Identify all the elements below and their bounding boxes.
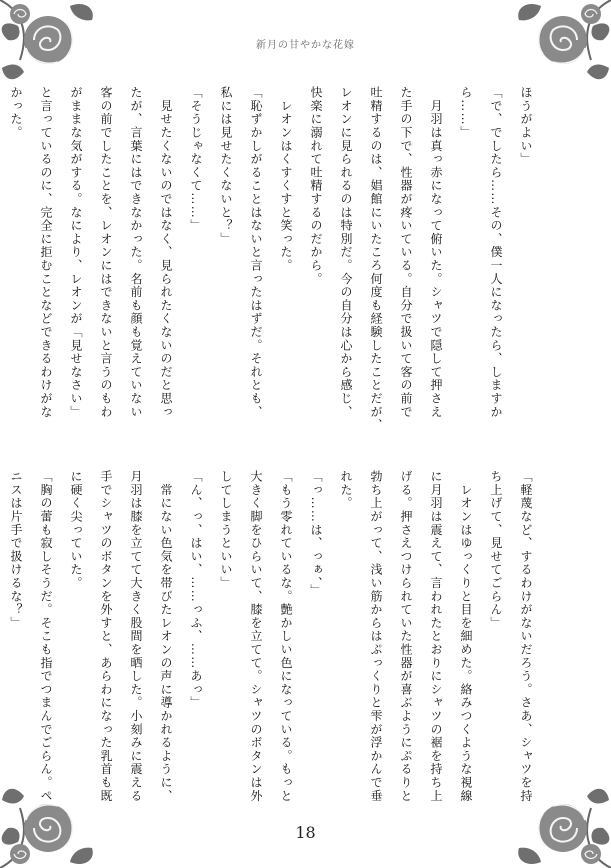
text-line: 見せたくないのではなく、見られたくないのだと思っ <box>159 86 173 419</box>
text-line <box>0 470 1 780</box>
upper-text-block <box>0 86 541 432</box>
text-line: 月羽は真っ赤になって俯いた。シャツで隠して押さえ <box>429 86 443 419</box>
text-line <box>0 86 1 416</box>
text-line: ニスは片手で扱けるな？」 <box>9 470 23 630</box>
text-line: レオンはゆっくりと目を細めた。絡みつくような視線 <box>459 470 473 803</box>
page-number: 18 <box>295 823 316 842</box>
text-line: 「そうじゃなくて……」 <box>189 86 203 233</box>
text-line: 「胸の蕾も寂しそうだ。そこも指でつまんでごらん。ペ <box>39 470 53 803</box>
text-line: 客の前でしたことを、レオンにはできないと言うのもわ <box>99 86 113 419</box>
text-line: 「ん、っ、はい、……っふ、……あっ」 <box>189 470 203 710</box>
running-header-title: 新月の甘やかな花嫁 <box>256 40 355 51</box>
text-line: 月羽は膝を立てて大きく股間を晒した。小刻みに震える <box>129 470 143 803</box>
text-line: ら……」 <box>459 86 473 140</box>
text-line: 私には見せたくないと？」 <box>219 86 233 246</box>
text-line: してしまうといい」 <box>219 470 233 590</box>
text-line: がままな気がする。なにより、レオンが「見せなさい」 <box>69 86 83 419</box>
text-line: ほうがよい」 <box>519 86 533 166</box>
text-line: 勃ち上がって、浅い筋からはぷっくりと雫が浮かんで垂 <box>369 470 383 803</box>
text-line: た手の下で、性器が疼いている。自分で扱いて客の前で <box>399 86 413 419</box>
lower-text-block <box>0 470 541 803</box>
text-line: 手でシャツのボタンを外すと、あらわになった乳首も既 <box>99 470 113 803</box>
text-line: ち上げて、見せてごらん」 <box>489 470 503 630</box>
text-line: かった。 <box>9 86 23 140</box>
text-line: げる。押さえつけられていた性器が喜ぶようにぷるりと <box>399 470 413 803</box>
text-line: レオンに見られるのは特別だ。今の自分は心から感じ、 <box>339 86 353 419</box>
text-line: レオンはくすくすと笑った。 <box>279 86 293 273</box>
rose-ornament-bottom-left <box>0 770 108 868</box>
rose-icon <box>0 770 108 868</box>
text-line: に硬く尖っていた。 <box>69 470 83 590</box>
text-line: れた。 <box>339 470 353 510</box>
text-line: 「軽蔑など、するわけがないだろう。さあ、シャツを持 <box>519 470 533 803</box>
text-line: 「っ……は、っぁ、」 <box>309 470 323 597</box>
text-line: 快楽に溺れて吐精するのだから。 <box>309 86 323 286</box>
text-line: たが、言葉にはできなかった。名前も顔も覚えていない <box>129 86 143 419</box>
text-line: 「で、でしたら……その、僕一人になったら、しますか <box>489 86 503 419</box>
text-line: 大きく脚をひらいて、膝を立てて。シャツのボタンは外 <box>249 470 263 803</box>
text-line: 吐精するのは、娼館にいたころ何度も経験したことだが、 <box>369 86 383 432</box>
text-line: 「恥ずかしがることはないと言ったはずだ。それとも、 <box>249 86 263 419</box>
text-line: 「もう零れているな。艶かしい色になっている。もっと <box>279 470 293 803</box>
text-line: 常にない色気を帯びたレオンの声に導かれるように、 <box>159 470 173 803</box>
text-line: に月羽は震えて、言われたとおりにシャツの裾を持ち上 <box>429 470 443 803</box>
text-line: と言っているのに、完全に拒むことなどできるわけがな <box>39 86 53 419</box>
